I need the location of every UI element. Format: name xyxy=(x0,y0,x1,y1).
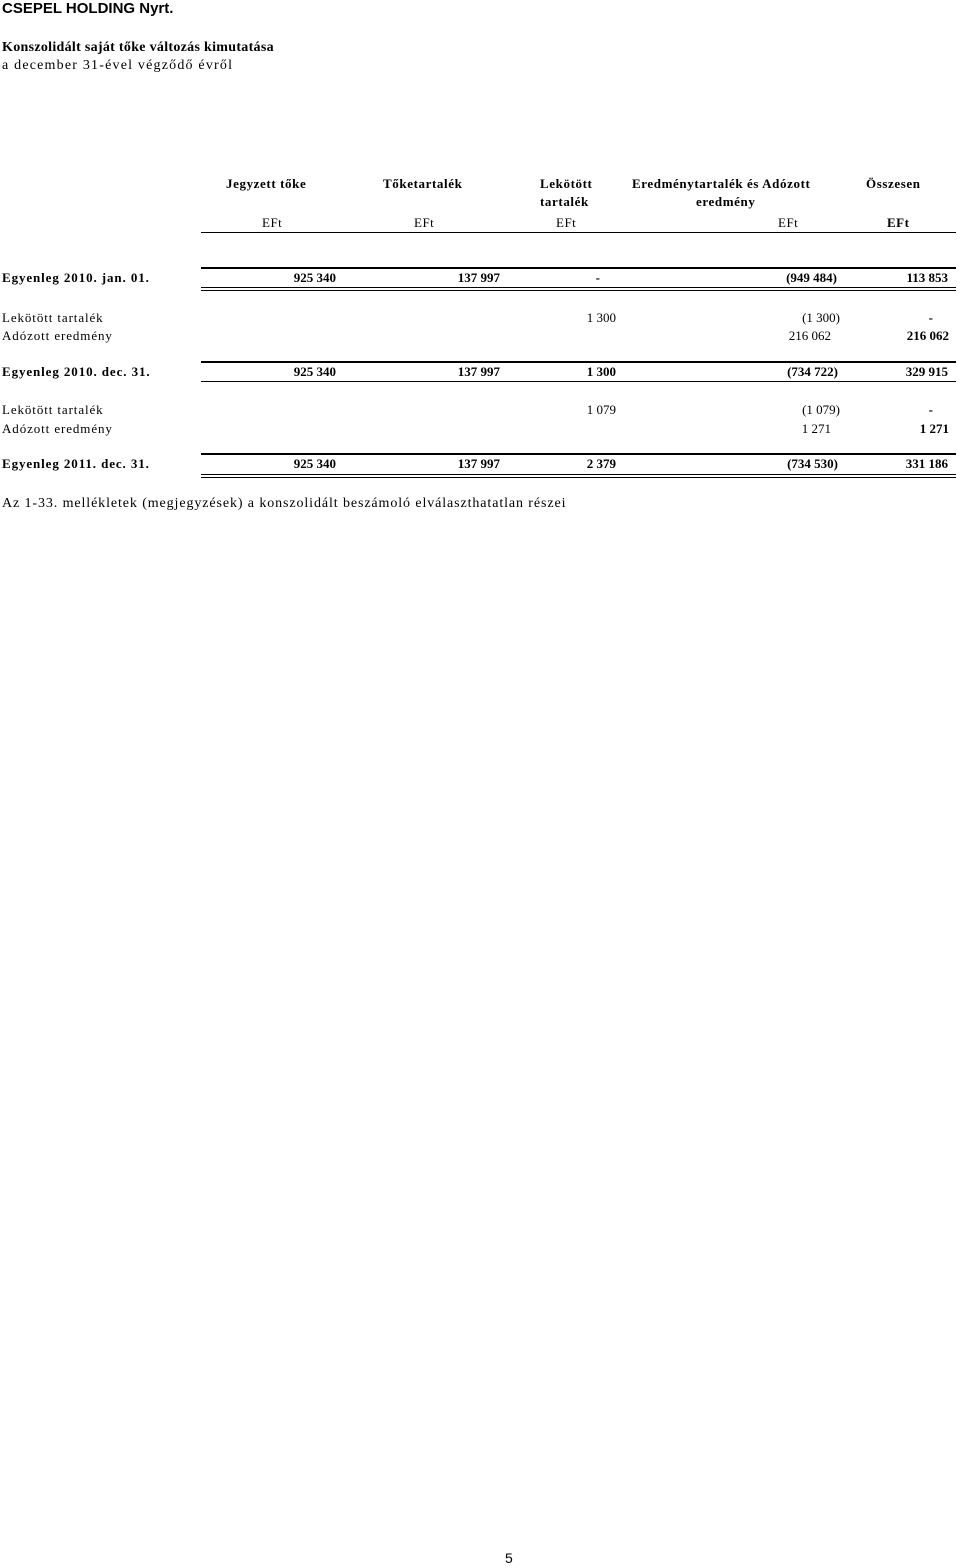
col-header-eredmenytartalek: Eredménytartalék és Adózott xyxy=(632,176,811,191)
col-header-lekotott-line2: tartalék xyxy=(540,194,589,209)
balance-rule-top xyxy=(201,361,956,363)
col-unit: EFt xyxy=(414,215,435,230)
cell-value: - xyxy=(595,270,600,285)
balance-rule-top xyxy=(201,453,956,455)
page-number: 5 xyxy=(505,1550,513,1566)
company-name: CSEPEL HOLDING Nyrt. xyxy=(2,0,174,17)
cell-value: (734 722) xyxy=(787,364,838,379)
cell-value: 925 340 xyxy=(293,456,336,471)
cell-value: - xyxy=(928,310,933,325)
balance-rule-bottom xyxy=(201,474,956,475)
balance-rule-bottom xyxy=(201,381,956,382)
statement-title: Konszolidált saját tőke változás kimutatása xyxy=(2,40,274,55)
cell-value: 137 997 xyxy=(457,456,500,471)
row-label-adozott-eredmeny: Adózott eredmény xyxy=(2,421,113,436)
col-header-lekotott: Lekötött xyxy=(540,176,593,191)
cell-value: 925 340 xyxy=(293,270,336,285)
cell-value: (949 484) xyxy=(786,270,837,285)
cell-value: 1 271 xyxy=(801,421,831,436)
col-unit: EFt xyxy=(887,215,910,230)
col-header-osszesen: Összesen xyxy=(866,176,921,191)
row-label-lekotott-tartalek: Lekötött tartalék xyxy=(2,310,104,325)
cell-value: (1 079) xyxy=(802,402,840,417)
cell-value: (734 530) xyxy=(787,456,838,471)
cell-value: 216 062 xyxy=(788,328,831,343)
row-label-adozott-eredmeny: Adózott eredmény xyxy=(2,328,113,343)
header-rule xyxy=(201,232,956,233)
statement-subtitle: a december 31-ével végződő évről xyxy=(2,58,234,73)
cell-value: 137 997 xyxy=(457,364,500,379)
cell-value: 331 186 xyxy=(905,456,948,471)
row-label-balance-2010-dec: Egyenleg 2010. dec. 31. xyxy=(2,364,151,379)
col-header-jegyzett-toke: Jegyzett tőke xyxy=(226,176,307,191)
footnote: Az 1-33. mellékletek (megjegyzések) a konszolidált beszámoló elválaszthatatlan részei xyxy=(2,496,567,511)
cell-value: 113 853 xyxy=(906,270,948,285)
col-unit: EFt xyxy=(556,215,577,230)
col-unit: EFt xyxy=(778,215,799,230)
col-unit: EFt xyxy=(262,215,283,230)
cell-value: 1 300 xyxy=(586,310,616,325)
cell-value: 1 271 xyxy=(919,421,949,436)
cell-value: 137 997 xyxy=(457,270,500,285)
cell-value: 1 300 xyxy=(586,364,616,379)
cell-value: 925 340 xyxy=(293,364,336,379)
row-label-lekotott-tartalek: Lekötött tartalék xyxy=(2,402,104,417)
balance-rule-bottom xyxy=(201,290,956,291)
balance-rule-top xyxy=(201,267,956,269)
cell-value: 1 079 xyxy=(586,402,616,417)
cell-value: 216 062 xyxy=(906,328,949,343)
balance-rule-bottom xyxy=(201,287,956,288)
row-label-balance-2011-dec: Egyenleg 2011. dec. 31. xyxy=(2,456,150,471)
col-header-eredmenytartalek-line2: eredmény xyxy=(696,194,756,209)
balance-rule-bottom xyxy=(201,477,956,478)
cell-value: 2 379 xyxy=(586,456,616,471)
row-label-balance-2010-jan: Egyenleg 2010. jan. 01. xyxy=(2,270,150,285)
cell-value: 329 915 xyxy=(905,364,948,379)
col-header-toketartalek: Tőketartalék xyxy=(383,176,463,191)
cell-value: - xyxy=(928,402,933,417)
cell-value: (1 300) xyxy=(802,310,840,325)
